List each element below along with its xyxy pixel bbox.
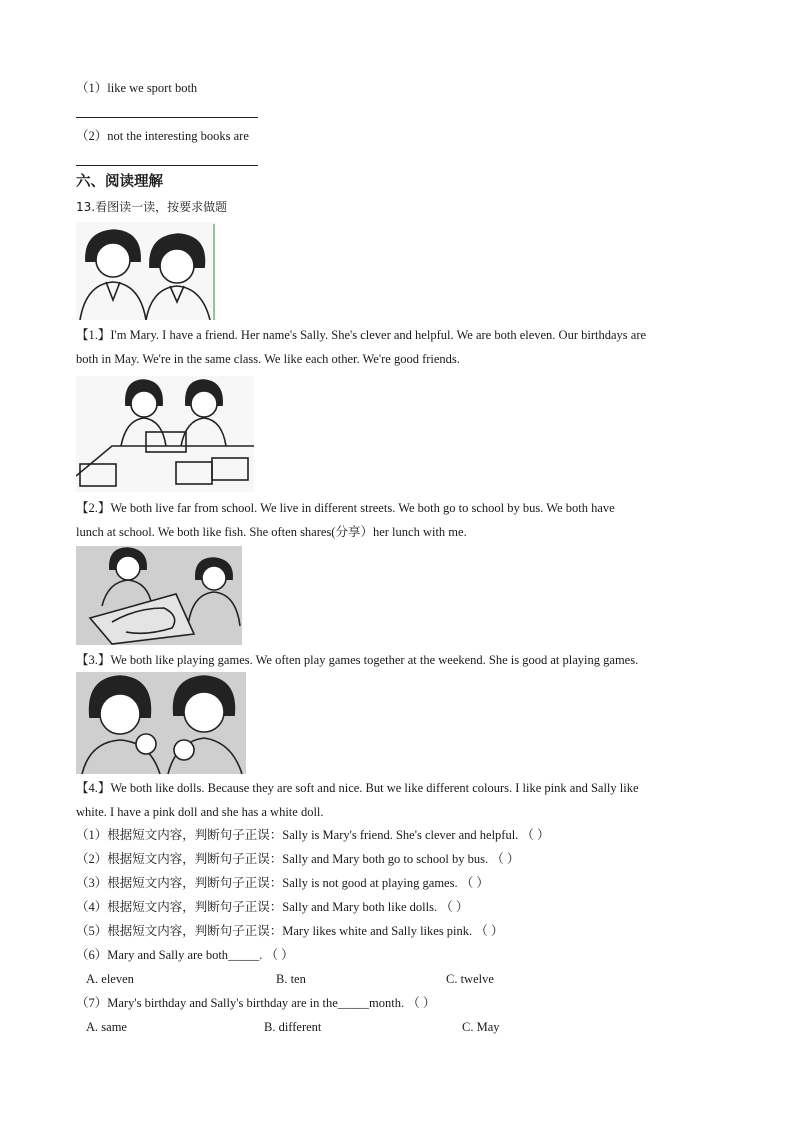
question-6-option-c: C. twelve	[446, 972, 494, 986]
question-1: （1）根据短文内容，判断句子正误：Sally is Mary's friend. She's clever and helpful. （ ）	[76, 828, 550, 842]
section-heading: 六、阅读理解	[76, 174, 163, 190]
question-2: （2）根据短文内容，判断句子正误：Sally and Mary both go to school by bus. （ ）	[76, 852, 520, 866]
illustration-board-game	[76, 546, 242, 645]
question-13-intro: 13.看图读一读，按要求做题	[76, 200, 228, 214]
question-4: （4）根据短文内容，判断句子正误：Sally and Mary both like dolls. （ ）	[76, 900, 469, 914]
reorder-question-2: （2）not the interesting books are	[76, 129, 249, 143]
passage-1-line-1: 【1.】I'm Mary. I have a friend. Her name's Sally. She's clever and helpful. We are both eleven. Our birthdays are	[76, 328, 647, 342]
illustration-two-girls	[76, 222, 216, 320]
question-7-option-c: C. May	[462, 1020, 500, 1034]
illustration-lunch-boxes	[76, 376, 254, 492]
question-3: （3）根据短文内容，判断句子正误：Sally is not good at playing games. （ ）	[76, 876, 489, 890]
question-6-option-a: A. eleven	[86, 972, 134, 986]
question-7: （7）Mary's birthday and Sally's birthday are in the_____month. （ ）	[76, 996, 436, 1010]
question-7-option-b: B. different	[264, 1020, 322, 1034]
answer-line-2	[76, 165, 258, 166]
question-5: （5）根据短文内容，判断句子正误：Mary likes white and Sally likes pink. （ ）	[76, 924, 504, 938]
answer-line-1	[76, 117, 258, 118]
passage-1-line-2: both in May. We're in the same class. We like each other. We're good friends.	[76, 352, 460, 366]
question-6: （6）Mary and Sally are both_____. （ ）	[76, 948, 294, 962]
question-6-option-b: B. ten	[276, 972, 306, 986]
passage-4-line-1: 【4.】We both like dolls. Because they are soft and nice. But we like different colours. I like pink and Sally like	[76, 781, 639, 795]
reorder-question-1: （1）like we sport both	[76, 81, 198, 95]
question-7-option-a: A. same	[86, 1020, 127, 1034]
passage-2-line-2: lunch at school. We both like fish. She often shares(分享）her lunch with me.	[76, 525, 467, 539]
passage-4-line-2: white. I have a pink doll and she has a white doll.	[76, 805, 324, 819]
illustration-dolls	[76, 672, 246, 774]
passage-3-line-1: 【3.】We both like playing games. We often play games together at the weekend. She is good at playing games.	[76, 653, 639, 667]
passage-2-line-1: 【2.】We both live far from school. We live in different streets. We both go to school by bus. We both have	[76, 501, 615, 515]
